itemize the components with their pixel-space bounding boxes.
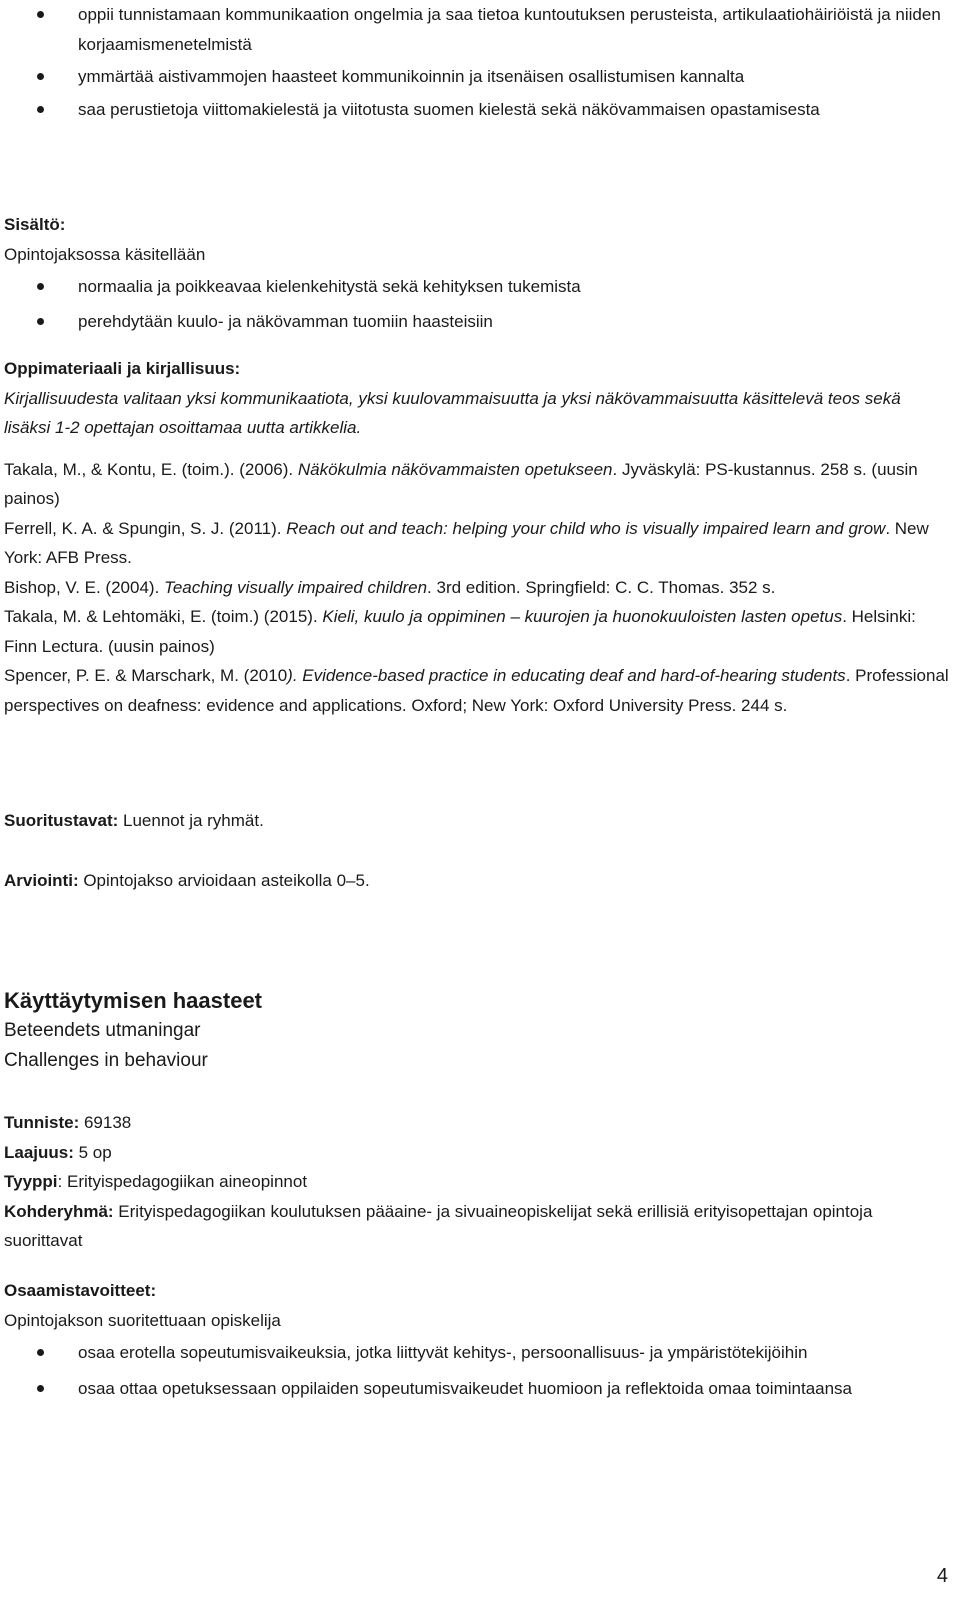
course-meta <box>4 1108 949 1256</box>
section-heading: Sisältö: <box>4 215 66 234</box>
materials-note: Kirjallisuudesta valitaan yksi kommunikaatiota, yksi kuulovammaisuutta ja yksi näkövammaisuutta käsittelevä teos sekä lisäksi 1-2 opettajan osoittamaa uutta artikkelia. <box>4 388 901 437</box>
assessment-line <box>4 866 949 896</box>
list-item: oppii tunnistamaan kommunikaation ongelmia ja saa tietoa kuntoutuksen perusteista, artikulaatiohäiriöistä ja niiden korjaamismenetelmistä <box>4 0 949 59</box>
course-id-line: Tunniste: 69138 <box>4 1113 132 1132</box>
course-title: Käyttäytymisen haasteet <box>4 988 263 1013</box>
methods-value: Luennot ja ryhmät. <box>118 811 264 830</box>
assessment-value: Opintojakso arvioidaan asteikolla 0–5. <box>78 871 370 890</box>
reference-item: Spencer, P. E. & Marschark, M. (2010). Evidence-based practice in educating deaf and hard-of-hearing students. Professional perspectives on deafness: evidence and applications. Oxford; New York: Oxford University Press. 244 s. <box>4 666 949 715</box>
reference-item: Ferrell, K. A. & Spungin, S. J. (2011). Reach out and teach: helping your child who is visually impaired learn and grow. New York: AFB Press. <box>4 518 929 567</box>
course-header <box>4 986 949 1076</box>
content-section <box>4 210 949 336</box>
course-scope-line: Laajuus: 5 op <box>4 1142 112 1162</box>
list-item: saa perustietoja viittomakielestä ja viitotusta suomen kielestä sekä näkövammaisen opastamisesta <box>4 95 949 125</box>
goals-section <box>4 1276 949 1403</box>
course-target-line: Kohderyhmä: Erityispedagogiikan koulutuksen pääaine- ja sivuaineopiskelijat sekä erillisiä erityisopettajan opintoja suorittavat <box>4 1201 873 1250</box>
goals-intro: Opintojakson suoritettuaan opiskelija <box>4 1310 281 1330</box>
page-number: 4 <box>936 1565 948 1587</box>
section-intro: Opintojaksossa käsitellään <box>4 244 206 264</box>
methods-line <box>4 806 949 836</box>
reference-item: Takala, M., & Kontu, E. (toim.). (2006). Näkökulmia näkövammaisten opetukseen. Jyväskylä: PS-kustannus. 258 s. (uusin painos) <box>4 459 918 508</box>
list-item: ymmärtää aistivammojen haasteet kommunikoinnin ja itsenäisen osallistumisen kannalta <box>4 62 949 92</box>
learning-outcomes-list <box>4 0 949 124</box>
section-heading: Osaamistavoitteet: <box>4 1281 157 1300</box>
course-title-en: Challenges in behaviour <box>4 1050 208 1071</box>
methods-label: Suoritustavat: <box>4 811 119 830</box>
list-item: normaalia ja poikkeavaa kielenkehitystä sekä kehityksen tukemista <box>4 272 949 302</box>
content-list <box>4 272 949 336</box>
reference-item: Takala, M. & Lehtomäki, E. (toim.) (2015). Kieli, kuulo ja oppiminen – kuurojen ja huonokuuloisten lasten opetus. Helsinki: Finn Lectura. (uusin painos) <box>4 607 916 656</box>
course-type-line: Tyyppi: Erityispedagogiikan aineopinnot <box>4 1172 308 1191</box>
list-item: perehdytään kuulo- ja näkövamman tuomiin haasteisiin <box>4 307 949 337</box>
list-item: osaa erotella sopeutumisvaikeuksia, jotka liittyvät kehitys-, persoonallisuus- ja ympäristötekijöihin <box>4 1338 949 1368</box>
goals-list <box>4 1338 949 1403</box>
materials-section <box>4 354 949 720</box>
list-item: osaa ottaa opetuksessaan oppilaiden sopeutumisvaikeudet huomioon ja reflektoida omaa toimintaansa <box>4 1374 949 1404</box>
course-title-sv: Beteendets utmaningar <box>4 1020 201 1041</box>
section-heading: Oppimateriaali ja kirjallisuus: <box>4 359 241 378</box>
reference-item: Bishop, V. E. (2004). Teaching visually impaired children. 3rd edition. Springfield: C. C. Thomas. 352 s. <box>4 577 776 597</box>
reference-list <box>4 455 949 721</box>
assessment-label: Arviointi: <box>4 871 79 890</box>
